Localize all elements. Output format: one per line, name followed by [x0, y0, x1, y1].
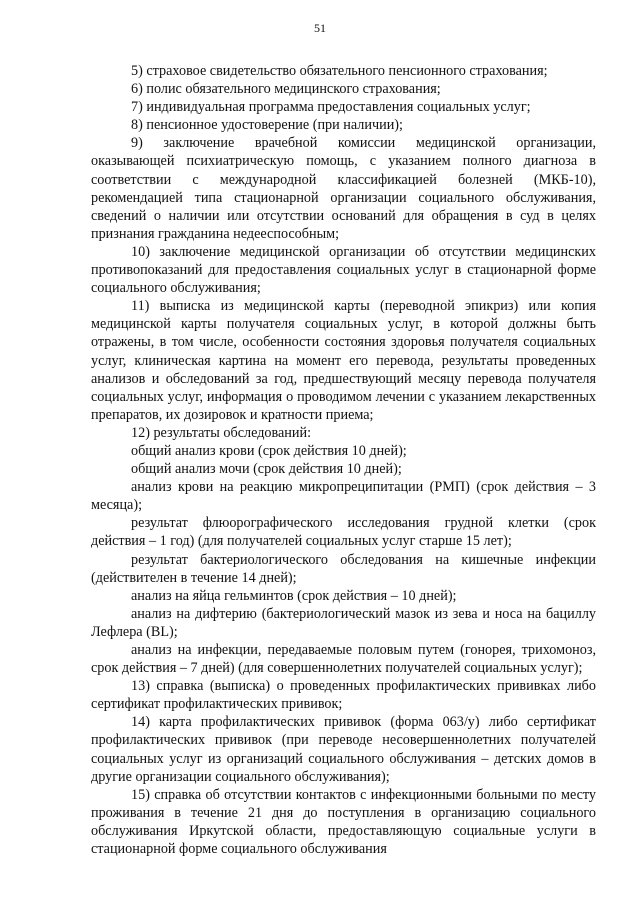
paragraph: 10) заключение медицинской организации об отсутствии медицинских противопоказаний для предоставления социальных услуг в стационарной форме социального обслуживания; [91, 243, 596, 297]
paragraph: анализ на яйца гельминтов (срок действия – 10 дней); [131, 587, 457, 604]
paragraph: 9) заключение врачебной комиссии медицинской организации, оказывающей психиатрическую помощь, с указанием полного диагноза в соответствии с международной классификацией болезней (МКБ-10), рекомендацией типа стационарной организации социального обслуживания, сведений о наличии или отсутствии оснований для обращения в суд в целях признания гражданина недееспособным; [91, 135, 596, 242]
paragraph: 7) индивидуальная программа предоставления социальных услуг; [131, 99, 531, 116]
paragraph: 14) карта профилактических прививок (форма 063/у) либо сертификат профилактических прививок (при переводе несовершеннолетних получателей социальных услуг из организаций социального обслуживания – детских домов в другие организации социального обслуживания); [91, 714, 596, 785]
paragraph: 6) полис обязательного медицинского страхования; [131, 81, 441, 98]
paragraph: 8) пенсионное удостоверение (при наличии); [131, 117, 403, 134]
paragraph: результат флюорографического исследования грудной клетки (срок действия – 1 год) (для получателей социальных услуг старше 15 лет); [91, 515, 596, 550]
paragraph: 5) страховое свидетельство обязательного пенсионного страхования; [131, 63, 548, 79]
paragraph: 13) справка (выписка) о проведенных профилактических прививках либо сертификат профилактических прививок; [91, 678, 596, 713]
paragraph: анализ на дифтерию (бактериологический мазок из зева и носа на бациллу Лефлера (BL); [91, 605, 596, 640]
paragraph: анализ на инфекции, передаваемые половым путем (гонорея, трихомоноз, срок действия – 7 дней) (для совершеннолетних получателей социальных услуг); [91, 642, 596, 677]
paragraph: 12) результаты обследований: [131, 424, 312, 441]
paragraph: 11) выписка из медицинской карты (переводной эпикриз) или копия медицинской карты получателя социальных услуг, в которой должны быть отражены, в том числе, особенности состояния здоровья получателя социальных услуг, клиническая картина на момент его перевода, результаты проведенных анализов и обследований за год, предшествующий месяцу перевода получателя социальных услуг, информация о проводимом лечении с указанием лекарственных препаратов, их дозировок и кратности приема; [91, 298, 596, 423]
document-body [91, 62, 596, 858]
paragraph: 15) справка об отсутствии контактов с инфекционными больными по месту проживания в течение 21 дня до поступления в организацию социального обслуживания Иркутской области, предоставляющую социальные услуги в стационарной форме социального обслуживания [91, 786, 596, 858]
paragraph: общий анализ мочи (срок действия 10 дней); [131, 461, 402, 478]
paragraph: общий анализ крови (срок действия 10 дней); [131, 442, 407, 459]
paragraph: результат бактериологического обследования на кишечные инфекции (действителен в течение 14 дней); [91, 551, 596, 586]
page-number: 51 [314, 21, 326, 35]
paragraph: анализ крови на реакцию микропреципитации (РМП) (срок действия – 3 месяца); [91, 479, 596, 514]
